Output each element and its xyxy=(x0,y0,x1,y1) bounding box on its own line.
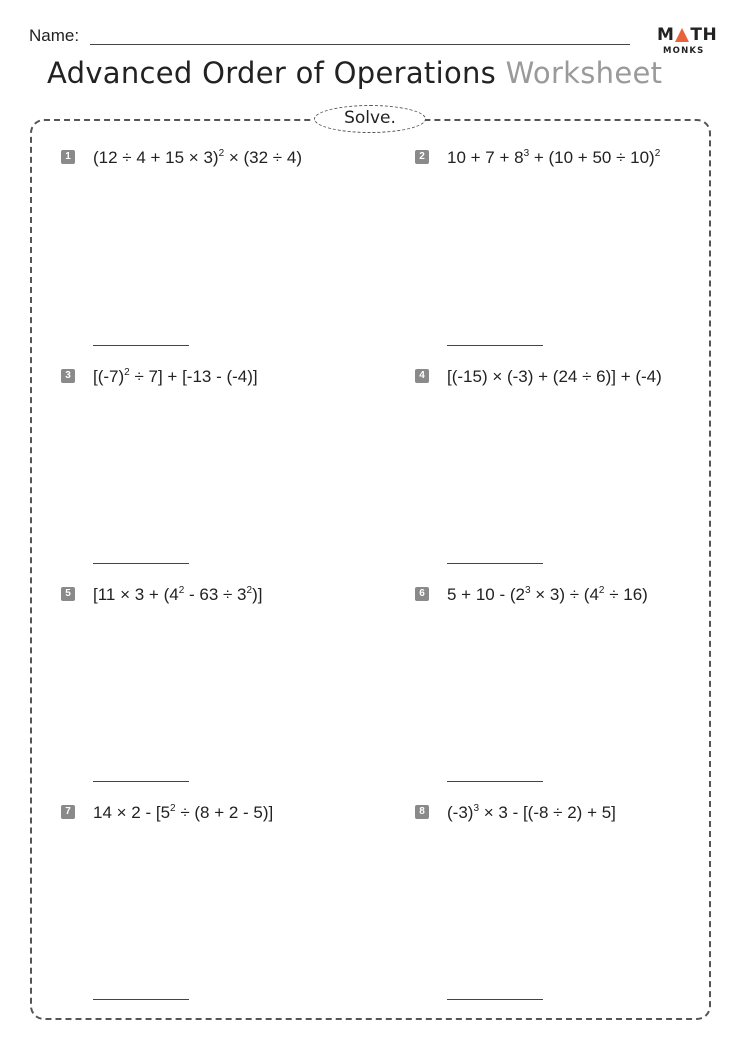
logo-text-th: TH xyxy=(690,25,718,45)
problem-expression: [(-15) × (-3) + (24 ÷ 6)] + (-4) xyxy=(447,367,662,386)
answer-line-8[interactable] xyxy=(447,999,543,1000)
problem-number-badge: 5 xyxy=(61,587,75,601)
problems-frame xyxy=(30,119,711,1020)
answer-line-7[interactable] xyxy=(93,999,189,1000)
answer-line-1[interactable] xyxy=(93,345,189,346)
problem-expression: $[(-7)^2 \div 7] + [-13 - (-4)]$ xyxy=(93,367,258,386)
problem-number-badge: 4 xyxy=(415,369,429,383)
problem-number-badge: 1 xyxy=(61,150,75,164)
answer-line-4[interactable] xyxy=(447,563,543,564)
logo-triangle-icon xyxy=(675,28,689,42)
problem-expression: $5 + 10 - (2^3 \times 3) \div (4^2 \div 16)$ xyxy=(447,585,648,604)
problem-expression: $(12 \div 4 + 15 \times 3)^2 \times (32 \div 4)$ xyxy=(93,148,302,167)
title-sub: Worksheet xyxy=(505,56,663,90)
problem-expression: $[11 \times 3 + (4^2 - 63 \div 3^2)]$ xyxy=(93,585,263,604)
answer-line-5[interactable] xyxy=(93,781,189,782)
problem-expression: $14 \times 2 - [5^2 \div (8 + 2 - 5)]$ xyxy=(93,803,274,822)
problem-number-badge: 8 xyxy=(415,805,429,819)
answer-line-3[interactable] xyxy=(93,563,189,564)
problem-number-badge: 6 xyxy=(415,587,429,601)
name-field[interactable] xyxy=(90,44,630,45)
answer-line-2[interactable] xyxy=(447,345,543,346)
math-monks-logo xyxy=(657,26,719,58)
problem-expression: $10 + 7 + 8^3 + (10 + 50 \div 10)^2$ xyxy=(447,148,661,167)
logo-text-monks: MONKS xyxy=(663,46,705,56)
page-title xyxy=(47,56,662,90)
answer-line-6[interactable] xyxy=(447,781,543,782)
instruction-badge: Solve. xyxy=(314,105,426,133)
name-label: Name: xyxy=(29,26,80,45)
title-main: Advanced Order of Operations xyxy=(47,56,497,90)
logo-text-m: M xyxy=(657,25,675,45)
problem-number-badge: 3 xyxy=(61,369,75,383)
problem-number-badge: 2 xyxy=(415,150,429,164)
problem-number-badge: 7 xyxy=(61,805,75,819)
problem-expression: $(-3)^3 \times 3 - [(-8 \div 2) + 5]$ xyxy=(447,803,616,822)
